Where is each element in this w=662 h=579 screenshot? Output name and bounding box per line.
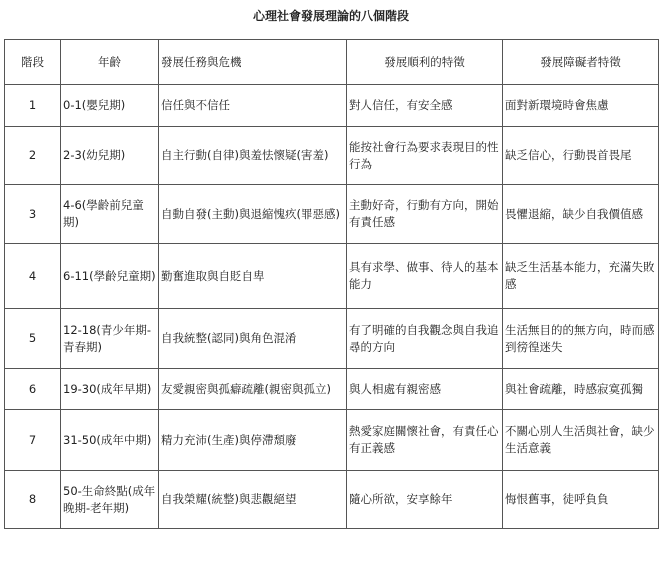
table-row	[5, 471, 659, 529]
table-row	[5, 85, 659, 127]
cell-age: 19-30(成年早期)	[61, 369, 159, 410]
cell-success: 對人信任，有安全感	[347, 85, 503, 127]
cell-failure: 生活無目的的無方向，時而感到徬徨迷失	[503, 309, 659, 369]
table-row	[5, 244, 659, 309]
page-title: 心理社會發展理論的八個階段	[252, 9, 409, 23]
cell-task: 自我榮耀(統整)與悲觀絕望	[159, 471, 347, 529]
table-row	[5, 369, 659, 410]
header-failure: 發展障礙者特徵	[503, 40, 659, 85]
cell-task: 勤奮進取與自貶自卑	[159, 244, 347, 309]
cell-age: 6-11(學齡兒童期)	[61, 244, 159, 309]
cell-success: 能按社會行為要求表現目的性行為	[347, 127, 503, 185]
header-age: 年齡	[61, 40, 159, 85]
cell-failure: 畏懼退縮，缺少自我價值感	[503, 185, 659, 244]
cell-age: 12-18(青少年期-青春期)	[61, 309, 159, 369]
cell-stage: 6	[5, 369, 61, 410]
cell-stage: 1	[5, 85, 61, 127]
cell-age: 31-50(成年中期)	[61, 410, 159, 471]
cell-success: 具有求學、做事、待人的基本能力	[347, 244, 503, 309]
stages-table	[4, 39, 659, 529]
cell-failure: 不關心別人生活與社會，缺少生活意義	[503, 410, 659, 471]
cell-task: 自我統整(認同)與角色混淆	[159, 309, 347, 369]
cell-success: 熱愛家庭關懷社會，有責任心有正義感	[347, 410, 503, 471]
cell-task: 信任與不信任	[159, 85, 347, 127]
cell-failure: 悔恨舊事，徒呼負負	[503, 471, 659, 529]
cell-task: 自動自發(主動)與退縮愧疚(罪惡感)	[159, 185, 347, 244]
cell-success: 隨心所欲，安享餘年	[347, 471, 503, 529]
header-success: 發展順利的特徵	[347, 40, 503, 85]
cell-success: 有了明確的自我觀念與自我追尋的方向	[347, 309, 503, 369]
cell-failure: 缺乏生活基本能力，充滿失敗感	[503, 244, 659, 309]
cell-task: 友愛親密與孤癖疏離(親密與孤立)	[159, 369, 347, 410]
table-row	[5, 127, 659, 185]
cell-stage: 8	[5, 471, 61, 529]
table-row	[5, 309, 659, 369]
header-stage: 階段	[5, 40, 61, 85]
cell-task: 自主行動(自律)與羞怯懷疑(害羞)	[159, 127, 347, 185]
cell-failure: 與社會疏離，時感寂寞孤獨	[503, 369, 659, 410]
table-row	[5, 185, 659, 244]
table-header-row	[5, 40, 659, 85]
cell-age: 0-1(嬰兒期)	[61, 85, 159, 127]
header-task: 發展任務與危機	[159, 40, 347, 85]
cell-stage: 4	[5, 244, 61, 309]
cell-task: 精力充沛(生產)與停滯頹廢	[159, 410, 347, 471]
cell-age: 50-生命終點(成年晚期-老年期)	[61, 471, 159, 529]
cell-success: 主動好奇，行動有方向，開始有責任感	[347, 185, 503, 244]
cell-age: 2-3(幼兒期)	[61, 127, 159, 185]
cell-stage: 3	[5, 185, 61, 244]
cell-stage: 7	[5, 410, 61, 471]
cell-failure: 缺乏信心，行動畏首畏尾	[503, 127, 659, 185]
cell-age: 4-6(學齡前兒童期)	[61, 185, 159, 244]
cell-stage: 5	[5, 309, 61, 369]
table-row	[5, 410, 659, 471]
cell-stage: 2	[5, 127, 61, 185]
cell-success: 與人相處有親密感	[347, 369, 503, 410]
cell-failure: 面對新環境時會焦慮	[503, 85, 659, 127]
